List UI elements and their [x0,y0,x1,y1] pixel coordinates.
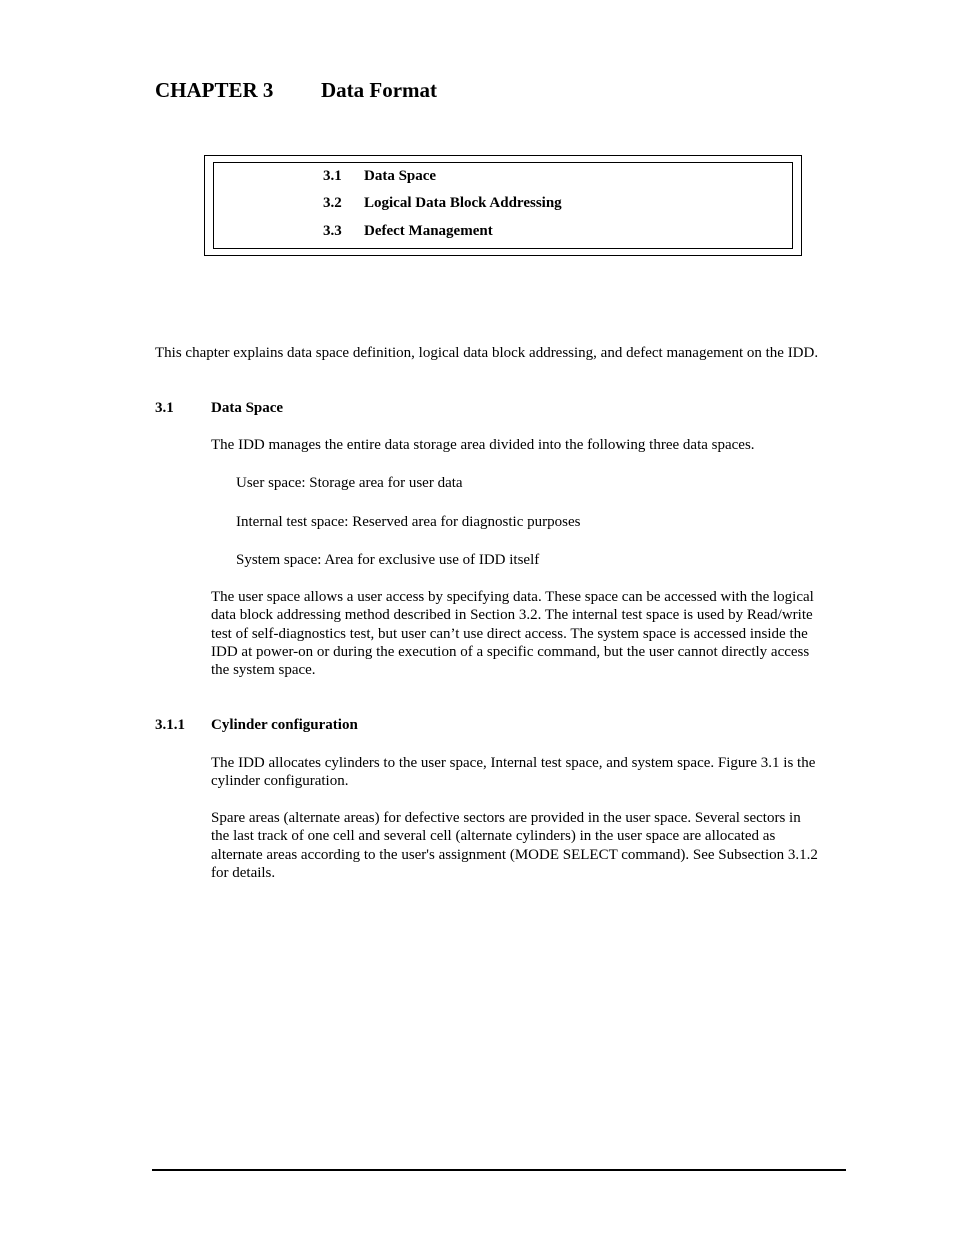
paragraph-line: Spare areas (alternate areas) for defective sectors are provided in the user space. Several sectors in [211,810,801,826]
paragraph-line: IDD at power-on or during the execution of a specific command, but the user cannot directly access [211,643,810,660]
section-title: Data Space [211,400,284,416]
section-paragraph [211,809,818,882]
paragraph-line: cylinder configuration. [211,773,349,790]
toc-item-title: Logical Data Block Addressing [364,195,562,211]
data-space-item: User space: Storage area for user data [236,475,463,491]
paragraph-line: test of self-diagnostics test, but user can’t use direct access. The system space is accessed inside the [211,625,808,642]
toc-item-title: Data Space [364,168,437,184]
subsection-number: 3.1.1 [155,717,185,733]
section-number: 3.1 [155,400,174,416]
section-paragraph [211,754,815,791]
paragraph-line: the system space. [211,662,316,679]
section-paragraph [211,588,814,679]
chapter-title: Data Format [321,78,438,102]
toc-item-number: 3.3 [323,223,342,239]
chapter-label: CHAPTER 3 [155,78,274,102]
paragraph-line: for details. [211,864,276,881]
data-space-item: System space: Area for exclusive use of IDD itself [236,552,540,568]
toc-item-title: Defect Management [364,223,493,239]
footer-rule [152,1169,846,1171]
section-paragraph: The IDD manages the entire data storage area divided into the following three data spaces. [211,437,755,453]
data-space-item: Internal test space: Reserved area for diagnostic purposes [236,514,581,530]
paragraph-line: The user space allows a user access by specifying data. These space can be accessed with the logical [211,589,814,605]
paragraph-line: the last track of one cell and several cell (alternate cylinders) in the user space are allocated as [211,828,776,845]
paragraph-line: The IDD allocates cylinders to the user space, Internal test space, and system space. Figure 3.1 is the [211,755,816,771]
subsection-title: Cylinder configuration [211,717,358,733]
intro-paragraph: This chapter explains data space definition, logical data block addressing, and defect management on the IDD. [155,345,819,361]
paragraph-line: data block addressing method described in Section 3.2. The internal test space is used by Read/write [211,607,813,624]
toc-item-number: 3.2 [323,195,342,211]
toc-item-number: 3.1 [323,168,342,184]
paragraph-line: alternate areas according to the user's assignment (MODE SELECT command). See Subsection 3.1.2 [211,846,818,863]
